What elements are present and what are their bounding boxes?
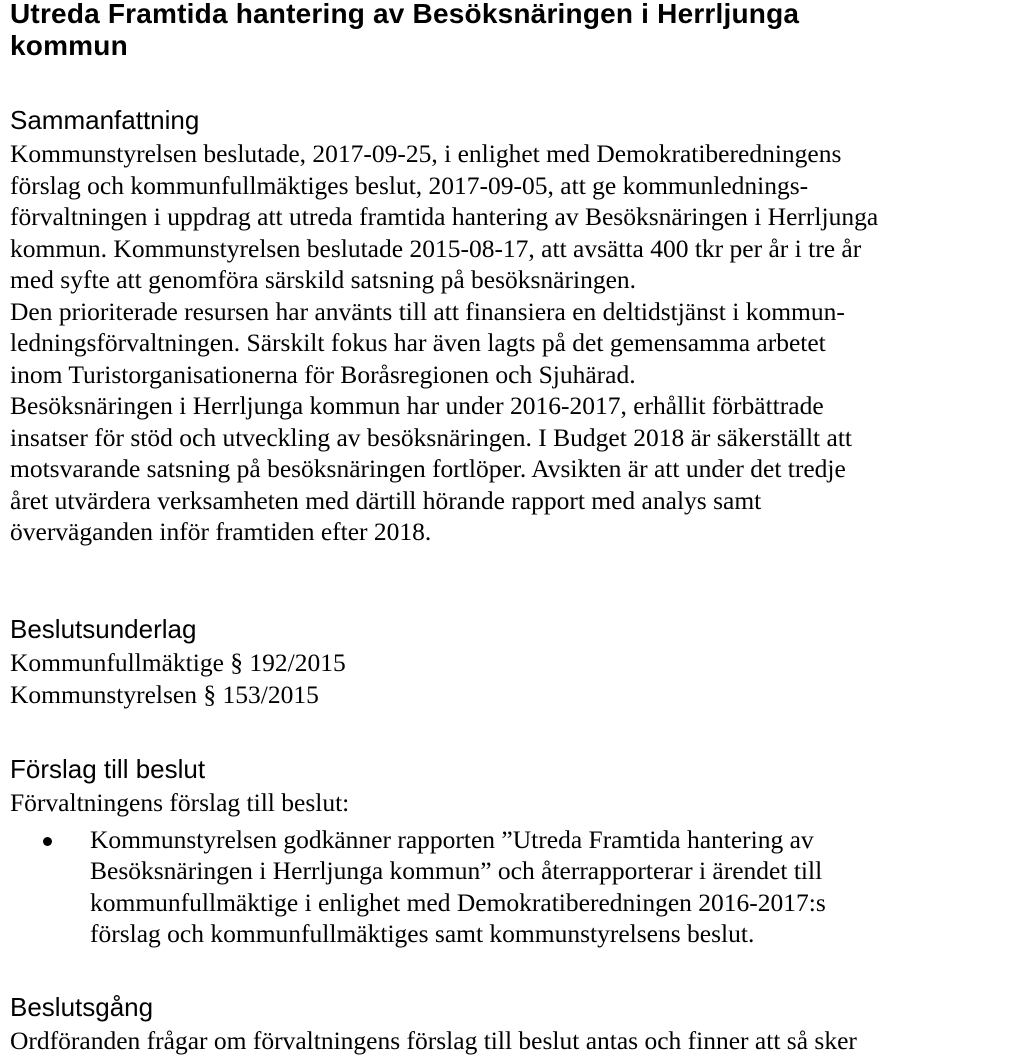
sammanfattning-text: [10, 138, 1024, 548]
text-line: förvaltningen i uppdrag att utreda framtida hantering av Besöksnäringen i Herrljunga: [10, 202, 879, 231]
section-beslutsunderlag: [10, 614, 1024, 710]
text-line: Besöksnäringen i Herrljunga kommun har under 2016-2017, erhållit förbättrade: [10, 391, 824, 420]
text-line: Den prioriterade resursen har använts till att finansiera en deltidstjänst i kommun-: [10, 296, 845, 326]
heading-sammanfattning: Sammanfattning: [10, 105, 200, 135]
text-line: med syfte att genomföra särskild satsning på besöksnäringen.: [10, 265, 637, 294]
section-sammanfattning: [10, 105, 1024, 548]
forslag-intro: Förvaltningens förslag till beslut:: [10, 788, 350, 817]
beslutsunderlag-text: [10, 647, 1024, 710]
text-line: förslag och kommunfullmäktiges beslut, 2017-09-05, att ge kommunlednings-: [10, 170, 809, 200]
text-line: ledningsförvaltningen. Särskilt fokus har även lagts på det gemensamma arbetet: [10, 328, 826, 357]
text-line: insatser för stöd och utveckling av besöksnäringen. I Budget 2018 är säkerställt att: [10, 422, 852, 452]
title-line-2: kommun: [10, 30, 128, 61]
beslutsgang-text: [10, 1025, 1024, 1057]
list-item: [10, 824, 1024, 950]
text-line: kommunfullmäktige i enlighet med Demokratiberedningen 2016-2017:s: [90, 887, 826, 917]
text-line: inom Turistorganisationerna för Boråsregionen och Sjuhärad.: [10, 359, 636, 389]
text-line: Kommunstyrelsen godkänner rapporten ”Utreda Framtida hantering av: [90, 824, 814, 854]
text-line: kommun. Kommunstyrelsen beslutade 2015-08-17, att avsätta 400 tkr per år i tre år: [10, 233, 862, 263]
text-line: Ordföranden frågar om förvaltningens förslag till beslut antas och finner att så sker: [10, 1026, 857, 1055]
heading-forslag: Förslag till beslut: [10, 754, 206, 784]
title-line-1: Utreda Framtida hantering av Besöksnäringen i Herrljunga: [10, 0, 800, 29]
bullet-icon: [43, 837, 52, 846]
document-title: [10, 0, 1020, 62]
text-line: Kommunstyrelsen beslutade, 2017-09-25, i enlighet med Demokratiberedningens: [10, 139, 842, 168]
text-line: året utvärdera verksamheten med därtill hörande rapport med analys samt: [10, 485, 762, 515]
text-line: motsvarande satsning på besöksnäringen fortlöper. Avsikten är att under det tredje: [10, 454, 846, 483]
text-line: Besöksnäringen i Herrljunga kommun” och återrapporterar i ärendet till: [90, 856, 823, 885]
forslag-list: [10, 824, 1024, 950]
text-line: överväganden inför framtiden efter 2018.: [10, 517, 432, 546]
heading-beslutsgang: Beslutsgång: [10, 992, 154, 1022]
text-line: förslag och kommunfullmäktiges samt kommunstyrelsens beslut.: [90, 919, 755, 948]
reference-line: Kommunfullmäktige § 192/2015: [10, 648, 346, 677]
section-beslutsgang: [10, 992, 1024, 1057]
heading-beslutsunderlag: Beslutsunderlag: [10, 614, 197, 644]
section-forslag: [10, 754, 1024, 950]
reference-line: Kommunstyrelsen § 153/2015: [10, 679, 319, 709]
